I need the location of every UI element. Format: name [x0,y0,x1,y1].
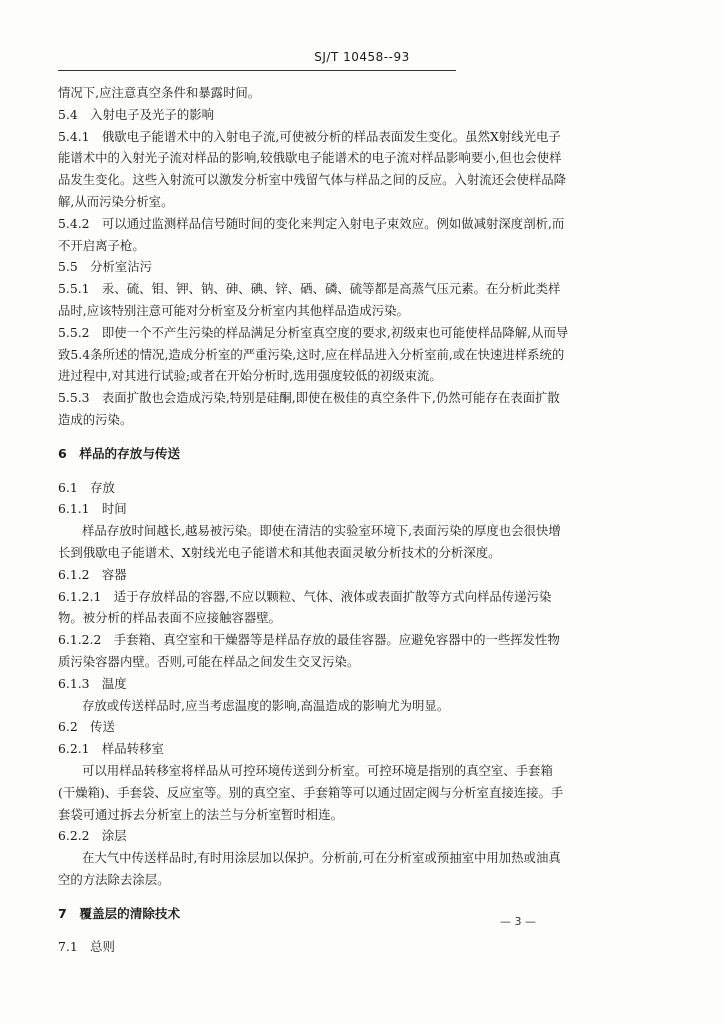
page-number: — 3 — [500,915,536,928]
subsection-heading: 6.1.3 温度 [58,675,127,691]
paragraph: 6.1.2.2 手套箱、真空室和干燥器等是样品存放的最佳容器。应避免容器中的一些挥发性物质污染容器内壁。否则,可能在样品之间发生交叉污染。 [58,632,560,669]
subsection-heading: 6.2.2 涂层 [58,828,127,844]
paragraph: 可以用样品转移室将样品从可控环境传送到分析室。可控环境是指别的真空室、手套箱(干燥箱)、手套袋、反应室等。别的真空室、手套箱等可以通过固定阀与分析室直接连接。手套袋可通过拆去分析室上的法兰与分析室暂时相连。 [58,762,564,822]
subsection-heading: 6.1.1 时间 [58,501,127,517]
subsection-heading: 6.1 存放 [58,479,115,495]
subsection-heading: 7.1 总则 [58,939,115,955]
header-divider [58,70,456,71]
paragraph: 5.4.2 可以通过监测样品信号随时间的变化来判定入射电子束效应。例如做减射深度剖析,而不开启离子枪。 [58,215,565,253]
paragraph: 情况下,应注意真空条件和暴露时间。 [58,85,261,100]
paragraph: 在大气中传送样品时,有时用涂层加以保护。分析前,可在分析室或预抽室中用加热或油真空的方法除去涂层。 [58,850,561,887]
section-heading: 6 样品的存放与传送 [58,445,181,461]
subsection-heading: 5.5 分析室沾污 [58,259,153,275]
document-body [58,82,570,958]
section-heading: 7 覆盖层的清除技术 [58,905,181,921]
subsection-heading: 6.2.1 样品转移室 [58,741,164,757]
standard-code: SJ/T 10458--93 [314,50,410,64]
subsection-heading: 6.1.2 容器 [58,566,127,582]
paragraph: 5.5.3 表面扩散也会造成污染,特别是硅酮,即使在极佳的真空条件下,仍然可能存在表面扩散造成的污染。 [58,390,560,427]
subsection-heading: 6.2 传送 [58,719,115,735]
paragraph: 6.1.2.1 适于存放样品的容器,不应以颗粒、气体、液体或表面扩散等方式向样品传递污染物。被分析的样品表面不应接触容器壁。 [58,588,552,626]
paragraph: 5.5.1 汞、硫、钼、钾、钠、砷、碘、锌、硒、磷、硫等都是高蒸气压元素。在分析此类样品时,应该特别注意可能对分析室及分析室内其他样品造成污染。 [58,281,561,318]
paragraph: 5.5.2 即使一个不产生污染的样品满足分析室真空度的要求,初级束也可能使样品降解,从而导致5.4条所述的情况,造成分析室的严重污染,这时,应在样品进入分析室前,或在快速进样系统的进过程中,对其进行试验;或者在开始分析时,选用强度较低的初级束流。 [58,324,569,384]
subsection-heading: 5.4 入射电子及光子的影响 [58,106,215,122]
paragraph: 样品存放时间越长,越易被污染。即使在清洁的实验室环境下,表面污染的厚度也会很快增长到俄歇电子能谱术、X射线光电子能谱术和其他表面灵敏分析技术的分析深度。 [58,523,561,560]
paragraph: 存放或传送样品时,应当考虑温度的影响,高温造成的影响尤为明显。 [82,697,450,713]
paragraph: 5.4.1 俄歇电子能谱术中的入射电子流,可使被分析的样品表面发生变化。虽然X射线光电子能谱术中的入射光子流对样品的影响,较俄歇电子能谱术的电子流对样品影响要小,但也会使样品发生变化。这些入射流可以激发分析室中残留气体与样品之间的反应。入射流还会使样品降解,从而污染分析室。 [58,128,567,209]
